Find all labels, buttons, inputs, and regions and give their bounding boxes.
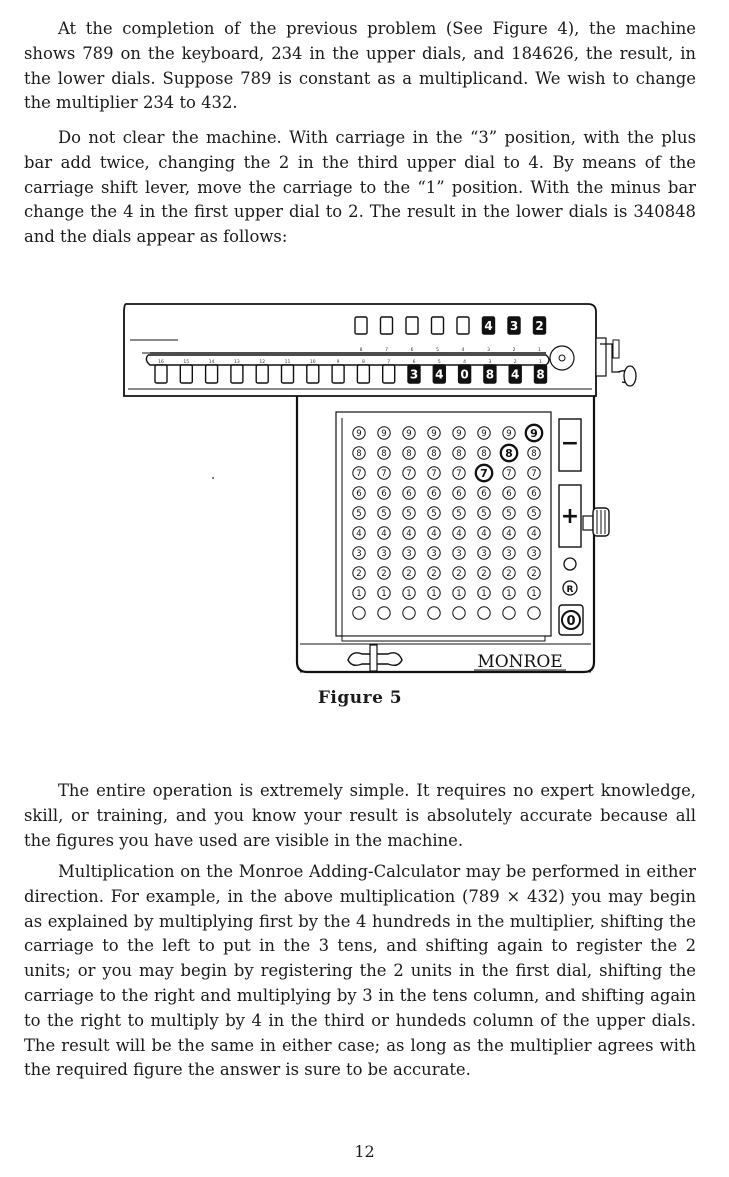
key-label: 7 — [480, 467, 488, 480]
key[interactable] — [353, 447, 365, 459]
key-label: 3 — [481, 549, 487, 559]
key[interactable] — [453, 587, 465, 599]
key[interactable] — [378, 427, 390, 439]
lower-dial-4 — [231, 365, 243, 383]
lower-dial-3 — [206, 365, 218, 383]
keyboard-clear-button[interactable] — [559, 605, 583, 635]
key[interactable] — [378, 567, 390, 579]
upper-scale-mark-7: 7 — [385, 348, 388, 353]
key-label: 1 — [381, 589, 387, 599]
carriage-clear-knob-center — [559, 355, 565, 361]
key[interactable] — [378, 447, 390, 459]
paragraph-1: At the completion of the previous problem (See Figure 4), the machine shows 789 on the keyboard, 234 in the upper dials, and 184626, the result, in the lower dials. Suppose 789 is constant as a multiplicand. We wish to change the multiplier 234 to 432. — [24, 19, 696, 113]
key[interactable] — [503, 567, 515, 579]
key[interactable] — [353, 567, 365, 579]
key-depressed[interactable] — [526, 425, 542, 441]
key-label: 9 — [456, 429, 462, 439]
lower-scale-mark-15: 15 — [183, 360, 190, 365]
repeat-button-label: R — [566, 585, 574, 595]
key-label: 2 — [506, 569, 512, 579]
lower-dial-13 — [459, 365, 471, 383]
upper-scale-mark-5: 5 — [436, 348, 439, 353]
key[interactable] — [478, 447, 490, 459]
upper-dial-1 — [355, 317, 367, 334]
lower-scale-mark-8: 8 — [361, 360, 365, 365]
lower-scale-mark-2: 2 — [513, 360, 517, 365]
key-label: 1 — [406, 589, 412, 599]
lower-dial-7 — [307, 365, 319, 383]
key-label: 8 — [456, 449, 462, 459]
upper-dial-7 — [508, 317, 520, 334]
key[interactable] — [378, 607, 390, 619]
key[interactable] — [503, 527, 515, 539]
key[interactable] — [478, 507, 490, 519]
key[interactable] — [428, 507, 440, 519]
carriage-clear-knob — [550, 346, 574, 370]
key-label: 5 — [431, 509, 437, 519]
base-handle-icon — [348, 645, 402, 671]
lower-dial-10 — [383, 365, 395, 383]
key[interactable] — [528, 507, 540, 519]
key-label: 9 — [381, 429, 387, 439]
shift-lever-icon[interactable] — [583, 508, 609, 536]
key[interactable] — [353, 527, 365, 539]
key-label: 3 — [356, 549, 362, 559]
lower-dial-5 — [256, 365, 268, 383]
key-label: 1 — [456, 589, 462, 599]
repeat-button[interactable] — [563, 581, 577, 595]
lower-scale-mark-14: 14 — [208, 360, 215, 365]
key[interactable] — [353, 547, 365, 559]
key[interactable] — [403, 567, 415, 579]
lower-dial-11 — [408, 365, 420, 383]
key[interactable] — [403, 507, 415, 519]
lower-dial-digit: 4 — [511, 367, 520, 382]
lower-scale-mark-3: 3 — [488, 360, 492, 365]
key[interactable] — [478, 547, 490, 559]
upper-scale-mark-8: 8 — [359, 348, 363, 353]
key-label: 6 — [531, 489, 537, 499]
lower-dial-15 — [509, 365, 521, 383]
key[interactable] — [528, 527, 540, 539]
key[interactable] — [403, 427, 415, 439]
minus-bar-button[interactable] — [559, 419, 581, 471]
lower-dials — [155, 365, 547, 383]
upper-dial-2 — [381, 317, 393, 334]
keyboard-panel — [336, 412, 551, 636]
key-label: 7 — [456, 469, 462, 479]
lower-dial-digit: 8 — [536, 367, 545, 382]
key[interactable] — [353, 507, 365, 519]
key-label: 8 — [505, 447, 513, 460]
key[interactable] — [403, 487, 415, 499]
key[interactable] — [453, 447, 465, 459]
key-label: 7 — [406, 469, 412, 479]
key-label: 3 — [406, 549, 412, 559]
key-label: 4 — [356, 529, 362, 539]
key[interactable] — [453, 547, 465, 559]
lower-dial-scale — [158, 359, 542, 365]
key-label: 3 — [531, 549, 537, 559]
key-label: 9 — [506, 429, 512, 439]
upper-scale-mark-3: 3 — [487, 348, 490, 353]
key[interactable] — [453, 567, 465, 579]
key-label: 5 — [506, 509, 512, 519]
decorative-speck — [212, 477, 214, 479]
key[interactable] — [378, 467, 390, 479]
upper-dial-digit: 2 — [535, 318, 544, 333]
lower-scale-mark-7: 7 — [387, 360, 391, 365]
key[interactable] — [428, 607, 440, 619]
lower-scale-mark-1: 1 — [539, 360, 542, 365]
key-label: 7 — [381, 469, 387, 479]
minus-bar-label: − — [560, 431, 580, 456]
key[interactable] — [403, 467, 415, 479]
key[interactable] — [453, 607, 465, 619]
key-label: 5 — [356, 509, 362, 519]
paragraph-4: Multiplication on the Monroe Adding-Calculator may be performed in either direction. For example, in the above multiplication (789 × 432) you may begin as explained by multiplying first by the 4 hundreds in the multiplier, shifting the carriage to the left to put in the 3 tens, and shifting again to register the 2 units; or you may begin by registering the 2 units in the first dial, shifting the carriage to the right and multiplying by 3 in the tens column, and shifting again to the right to multiply by 4 in the third or hundeds column of the upper dials. The result will be the same in either case; as long as the multiplier agrees with the required figure the answer is sure to be accurate. — [24, 862, 696, 1080]
key-label: 5 — [406, 509, 412, 519]
key-label: 6 — [381, 489, 387, 499]
key-label: 4 — [531, 529, 537, 539]
key[interactable] — [503, 467, 515, 479]
key-label: 2 — [481, 569, 487, 579]
key-label: 8 — [381, 449, 387, 459]
lower-scale-mark-5: 5 — [437, 360, 441, 365]
key-label: 7 — [431, 469, 437, 479]
key-label: 4 — [381, 529, 387, 539]
key[interactable] — [503, 507, 515, 519]
key[interactable] — [353, 427, 365, 439]
key-label: 6 — [431, 489, 437, 499]
upper-dial-digit: 4 — [484, 318, 493, 333]
key-depressed[interactable] — [476, 465, 492, 481]
key-label: 1 — [506, 589, 512, 599]
lower-scale-mark-13: 13 — [234, 360, 240, 365]
key-label: 3 — [431, 549, 437, 559]
lower-scale-mark-9: 9 — [336, 360, 340, 365]
lower-dial-digit: 8 — [485, 367, 495, 382]
key[interactable] — [428, 447, 440, 459]
key[interactable] — [478, 427, 490, 439]
upper-scale-mark-4: 4 — [461, 348, 465, 353]
upper-dials — [355, 317, 546, 334]
key[interactable] — [453, 427, 465, 439]
lower-dial-14 — [484, 365, 496, 383]
key-label: 1 — [481, 589, 487, 599]
key-label: 7 — [356, 469, 362, 479]
key[interactable] — [503, 487, 515, 499]
key[interactable] — [478, 487, 490, 499]
upper-dial-scale — [360, 347, 542, 353]
key-depressed[interactable] — [501, 445, 517, 461]
key-label: 3 — [456, 549, 462, 559]
lower-scale-mark-16: 16 — [158, 360, 164, 365]
key-label: 8 — [406, 449, 412, 459]
lower-dial-digit: 0 — [460, 367, 469, 382]
key[interactable] — [378, 507, 390, 519]
lower-scale-mark-4: 4 — [463, 360, 467, 365]
key[interactable] — [403, 607, 415, 619]
paragraph-3: The entire operation is extremely simple. It requires no expert knowledge, skill, or training, and you know your result is absolutely accurate because all the figures you have used are visible in the machine. — [24, 781, 696, 850]
key-label: 5 — [531, 509, 537, 519]
upper-dial-8 — [534, 317, 546, 334]
key-label: 5 — [381, 509, 387, 519]
upper-scale-mark-2: 2 — [512, 348, 516, 353]
key-label: 9 — [356, 429, 362, 439]
key-label: 2 — [531, 569, 537, 579]
key[interactable] — [378, 487, 390, 499]
key[interactable] — [378, 587, 390, 599]
key-label: 1 — [431, 589, 437, 599]
key-label: 8 — [481, 449, 487, 459]
key[interactable] — [353, 587, 365, 599]
key-label: 4 — [506, 529, 512, 539]
key[interactable] — [503, 547, 515, 559]
brand-name: MONROE — [477, 652, 563, 672]
key-label: 8 — [431, 449, 437, 459]
lower-scale-mark-6: 6 — [412, 360, 416, 365]
key[interactable] — [528, 567, 540, 579]
key[interactable] — [478, 607, 490, 619]
key-label: 6 — [506, 489, 512, 499]
upper-dial-digit: 3 — [509, 318, 519, 333]
lower-scale-mark-11: 11 — [284, 360, 291, 365]
key[interactable] — [428, 547, 440, 559]
key-label: 4 — [431, 529, 437, 539]
key[interactable] — [503, 607, 515, 619]
key[interactable] — [453, 487, 465, 499]
key[interactable] — [503, 427, 515, 439]
key-label: 3 — [506, 549, 512, 559]
key[interactable] — [528, 607, 540, 619]
key-label: 6 — [406, 489, 412, 499]
key-label: 8 — [531, 449, 537, 459]
key-label: 4 — [406, 529, 412, 539]
key[interactable] — [428, 527, 440, 539]
plus-bar-button[interactable] — [559, 485, 581, 547]
key-label: 7 — [506, 469, 512, 479]
key-label: 6 — [481, 489, 487, 499]
key-label: 9 — [530, 427, 538, 440]
key[interactable] — [428, 487, 440, 499]
lower-dial-6 — [282, 365, 294, 383]
key-label: 7 — [531, 469, 537, 479]
key[interactable] — [428, 427, 440, 439]
lower-dial-digit: 4 — [435, 367, 444, 382]
upper-dial-6 — [483, 317, 495, 334]
key[interactable] — [353, 467, 365, 479]
lower-dial-12 — [433, 365, 445, 383]
upper-scale-mark-1: 1 — [538, 348, 541, 353]
key[interactable] — [403, 527, 415, 539]
key-label: 5 — [481, 509, 487, 519]
key[interactable] — [453, 527, 465, 539]
lower-dial-8 — [332, 365, 344, 383]
key[interactable] — [403, 587, 415, 599]
lower-dial-2 — [180, 365, 192, 383]
key-label: 2 — [381, 569, 387, 579]
upper-scale-mark-6: 6 — [410, 348, 414, 353]
key-label: 6 — [456, 489, 462, 499]
key[interactable] — [378, 547, 390, 559]
key[interactable] — [528, 447, 540, 459]
blank-round-button[interactable] — [564, 558, 576, 570]
key[interactable] — [353, 607, 365, 619]
upper-dial-4 — [432, 317, 444, 334]
key-label: 2 — [431, 569, 437, 579]
paragraph-2: Do not clear the machine. With carriage in the “3” position, with the plus bar add twice, changing the 2 in the third upper dial to 4. By means of the carriage shift lever, move the carriage to the “1” position. With the minus bar change the 4 in the first upper dial to 2. The result in the lower dials is 340848 and the dials appear as follows: — [24, 128, 696, 247]
keyboard-slot — [342, 636, 545, 641]
lower-dial-1 — [155, 365, 167, 383]
lower-scale-mark-12: 12 — [259, 360, 266, 365]
plus-bar-label: + — [560, 504, 580, 529]
key[interactable] — [378, 527, 390, 539]
key[interactable] — [528, 467, 540, 479]
key[interactable] — [478, 527, 490, 539]
key-label: 6 — [356, 489, 362, 499]
key-label: 2 — [456, 569, 462, 579]
key-label: 9 — [406, 429, 412, 439]
key[interactable] — [453, 507, 465, 519]
key-label: 4 — [481, 529, 487, 539]
key-label: 9 — [481, 429, 487, 439]
keyboard-clear-button-label: 0 — [566, 614, 576, 629]
key-label: 8 — [356, 449, 362, 459]
key-label: 5 — [456, 509, 462, 519]
key[interactable] — [428, 587, 440, 599]
key-label: 3 — [381, 549, 387, 559]
key-label: 1 — [356, 589, 362, 599]
lower-dial-digit: 3 — [409, 367, 419, 382]
key-label: 9 — [431, 429, 437, 439]
key[interactable] — [453, 467, 465, 479]
lower-scale-mark-10: 10 — [309, 360, 316, 365]
key[interactable] — [478, 587, 490, 599]
key-label: 4 — [456, 529, 462, 539]
key[interactable] — [428, 467, 440, 479]
key-label: 2 — [356, 569, 362, 579]
key[interactable] — [478, 567, 490, 579]
key[interactable] — [403, 547, 415, 559]
lower-dial-9 — [357, 365, 369, 383]
upper-dial-3 — [406, 317, 418, 334]
key[interactable] — [428, 567, 440, 579]
key[interactable] — [528, 547, 540, 559]
key[interactable] — [528, 587, 540, 599]
key[interactable] — [503, 587, 515, 599]
lower-dial-16 — [535, 365, 547, 383]
key[interactable] — [403, 447, 415, 459]
key-label: 1 — [531, 589, 537, 599]
figure-caption: Figure 5 — [317, 688, 403, 708]
key[interactable] — [353, 487, 365, 499]
upper-dial-5 — [457, 317, 469, 334]
key[interactable] — [528, 487, 540, 499]
key-label: 2 — [406, 569, 412, 579]
page-number: 12 — [354, 1142, 375, 1161]
crank-handle-icon[interactable] — [596, 338, 636, 386]
